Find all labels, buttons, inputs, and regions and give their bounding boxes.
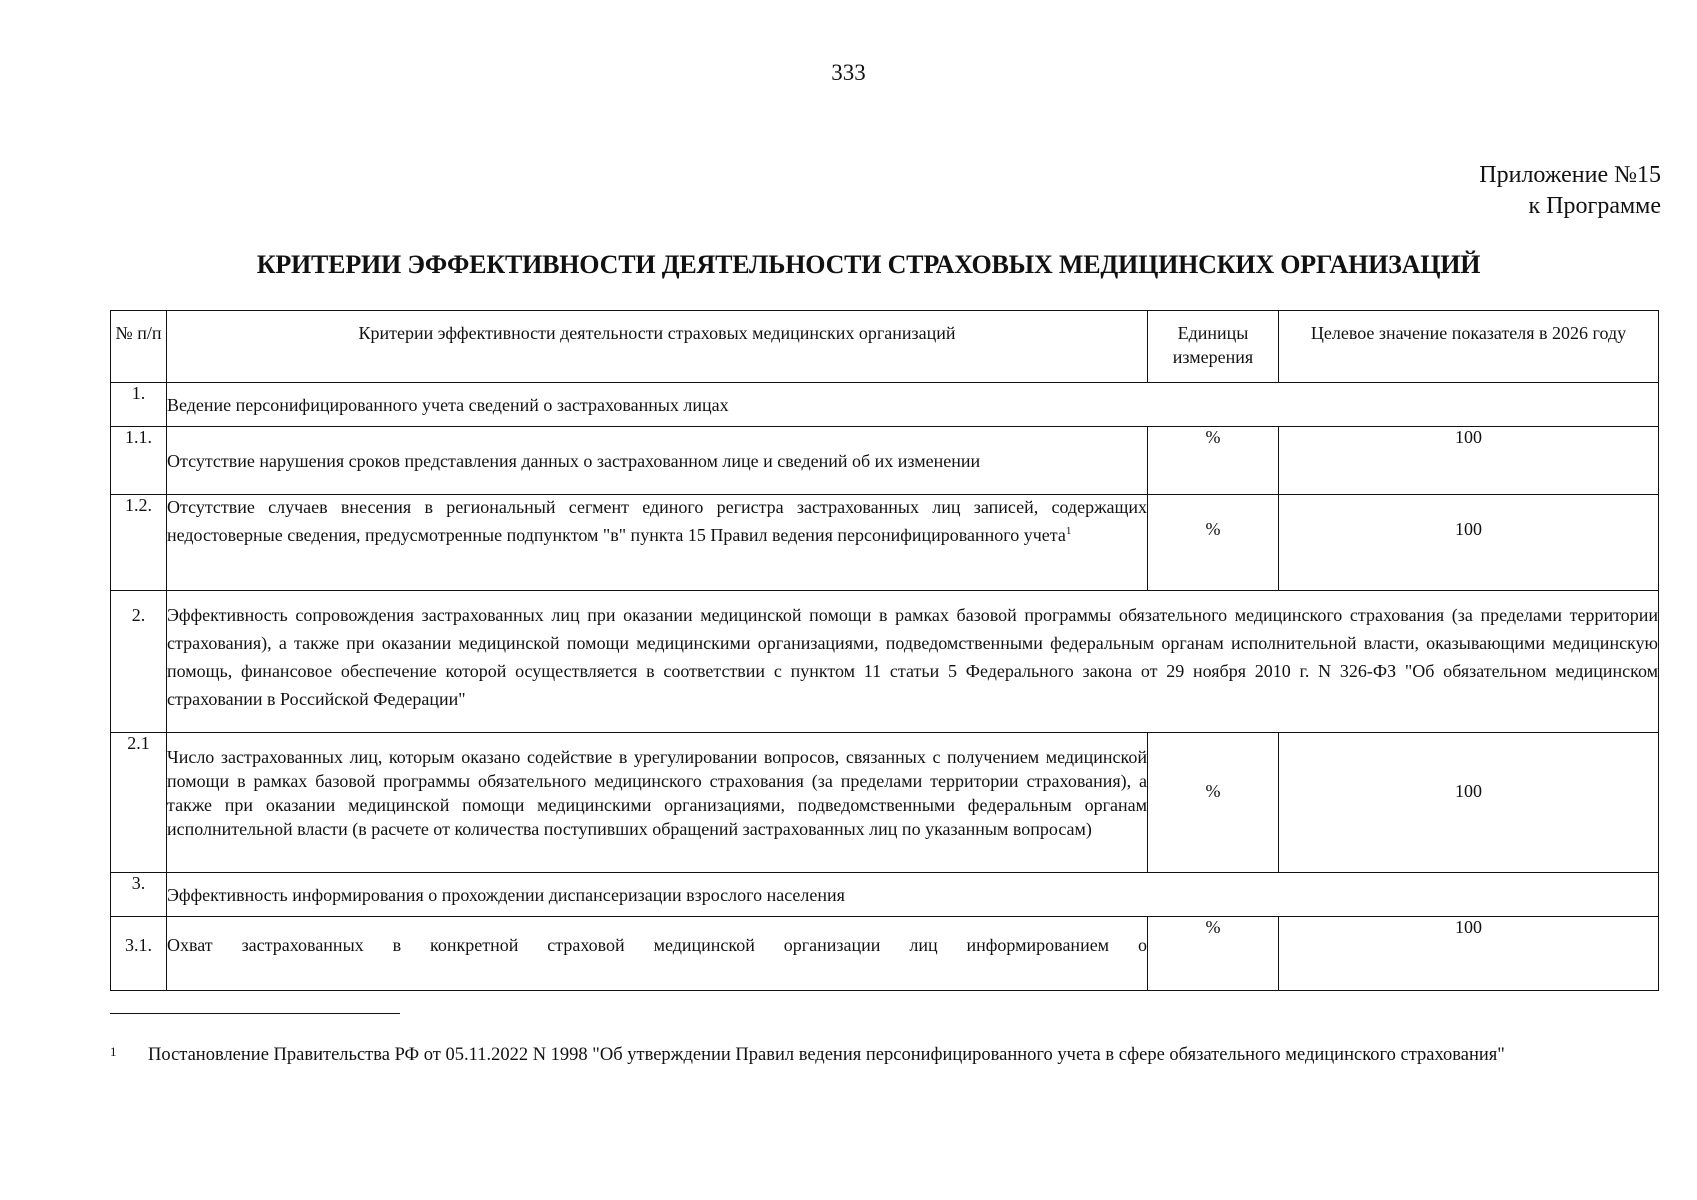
row-unit: % [1148, 733, 1279, 873]
row-num: 1.2. [111, 495, 167, 591]
table-row [111, 917, 1659, 991]
table-row [111, 383, 1659, 427]
row-criteria: Число застрахованных лиц, которым оказано содействие в урегулировании вопросов, связанных с получением медицинской помощи в рамках базовой программы обязательного медицинского страхования (за пределами территории страхования), а также при оказании медицинской помощи медицинскими организациями, подведомственными федеральным органам исполнительной власти (в расчете от количества поступивших обращений застрахованных лиц по указанным вопросам) [167, 733, 1148, 873]
table-row [111, 495, 1659, 591]
row-criteria: Эффективность сопровождения застрахованных лиц при оказании медицинской помощи в рамках базовой программы обязательного медицинского страхования (за пределами территории страхования), а также при оказании медицинской помощи медицинскими организациями, подведомственными федеральным органам исполнительной власти, оказывающими медицинскую помощь, финансовое обеспечение которой осуществляется в соответствии с пунктом 11 статьи 5 Федерального закона от 29 ноября 2010 г. N 326-ФЗ "Об обязательном медицинском страховании в Российской Федерации" [167, 591, 1659, 733]
table-row [111, 873, 1659, 917]
header-num: № п/п [111, 311, 167, 383]
row-criteria: Ведение персонифицированного учета сведений о застрахованных лицах [167, 383, 1659, 427]
table-row [111, 591, 1659, 733]
appendix-line-1: Приложение №15 [1479, 162, 1661, 188]
footnote-ref: 1 [1065, 525, 1072, 537]
row-value: 100 [1279, 917, 1659, 991]
header-units: Единицы измерения [1148, 311, 1279, 383]
row-num: 2. [111, 591, 167, 733]
document-title: КРИТЕРИИ ЭФФЕКТИВНОСТИ ДЕЯТЕЛЬНОСТИ СТРАХОВЫХ МЕДИЦИНСКИХ ОРГАНИЗАЦИЙ [256, 250, 1481, 279]
row-criteria: Охват застрахованных в конкретной страховой медицинской организации лиц информированием о [167, 917, 1148, 991]
header-target: Целевое значение показателя в 2026 году [1279, 311, 1659, 383]
row-criteria: Эффективность информирования о прохождении диспансеризации взрослого населения [167, 873, 1659, 917]
row-value: 100 [1279, 733, 1659, 873]
row-unit: % [1148, 495, 1279, 591]
footnote-separator [110, 1013, 400, 1014]
row-value: 100 [1279, 427, 1659, 495]
row-criteria: Отсутствие нарушения сроков представления данных о застрахованном лице и сведений об их изменении [167, 427, 1148, 495]
footnote-mark: 1 [110, 1044, 117, 1059]
table-header-row [111, 311, 1659, 383]
footnote-text: Постановление Правительства РФ от 05.11.2022 N 1998 "Об утверждении Правил ведения персонифицированного учета в сфере обязательного медицинского страхования" [148, 1045, 1505, 1065]
criteria-table [110, 310, 1659, 991]
appendix-line-2: к Программе [1528, 193, 1661, 219]
row-value: 100 [1279, 495, 1659, 591]
header-criteria: Критерии эффективности деятельности страховых медицинских организаций [167, 311, 1148, 383]
row-criteria [167, 495, 1148, 591]
row-criteria-text: Отсутствие случаев внесения в региональный сегмент единого регистра застрахованных лиц записей, содержащих недостоверные сведения, предусмотренные подпунктом "в" пункта 15 Правил ведения персонифицированного учета [167, 497, 1147, 545]
page-number: 333 [831, 60, 866, 85]
table-row [111, 733, 1659, 873]
row-num: 1. [111, 383, 167, 427]
appendix-note [1479, 160, 1661, 222]
table-row [111, 427, 1659, 495]
row-num: 1.1. [111, 427, 167, 495]
row-unit: % [1148, 427, 1279, 495]
row-unit: % [1148, 917, 1279, 991]
row-num: 2.1 [111, 733, 167, 873]
row-num: 3.1. [111, 917, 167, 991]
row-num: 3. [111, 873, 167, 917]
